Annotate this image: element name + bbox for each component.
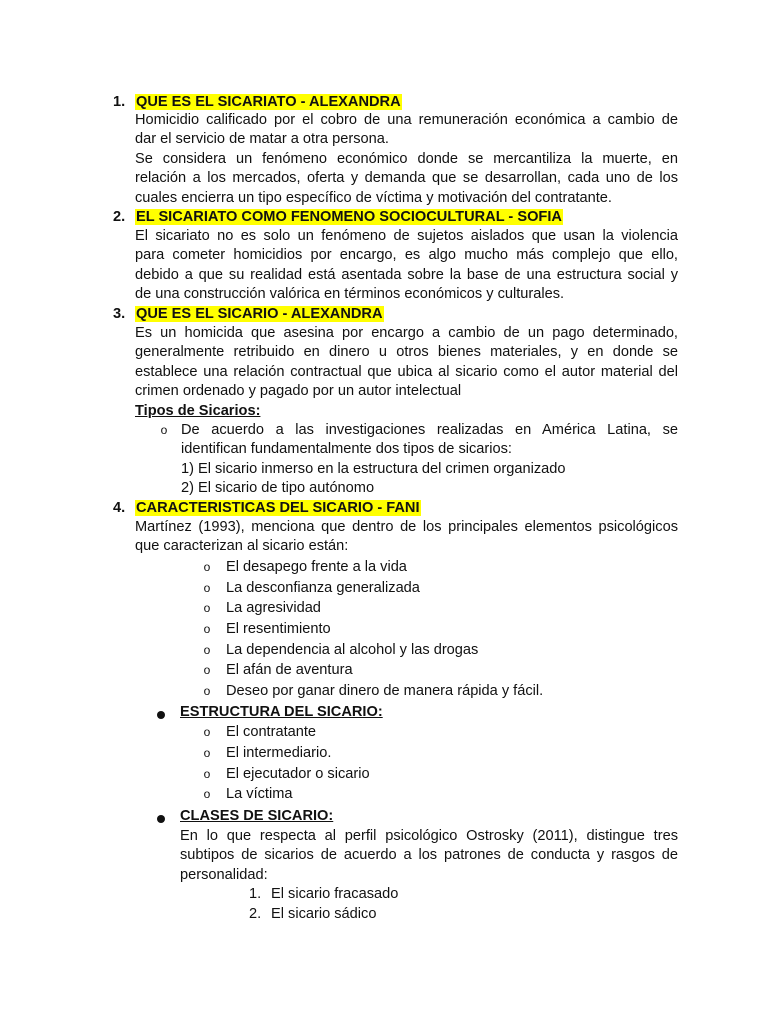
clases-item-number: 2. <box>249 906 262 922</box>
estructura-item: El ejecutador o sicario <box>226 766 370 782</box>
trait-bullet: o <box>203 643 211 657</box>
trait-item: El desapego frente a la vida <box>226 559 407 575</box>
tipos-de-sicarios-subheading: Tipos de Sicarios: <box>135 403 261 419</box>
section-3-paragraph-1: Es un homicida que asesina por encargo a cambio de un pago determinado, generalmente retribuido en dinero u otros bienes materiales, y en donde se establece una relación contractual que ubica al sicario como el autor material del crimen ordenado y pagado por un autor intelectual <box>135 325 678 400</box>
tipos-description: De acuerdo a las investigaciones realizadas en América Latina, se identifican fundamentalmente dos tipos de sicarios: 1) El sicario inmerso en la estructura del crimen organizado 2) El sicario de tipo autónomo <box>181 422 678 497</box>
section-2-heading: 2. EL SICARIATO COMO FENOMENO SOCIOCULTURAL - SOFIA <box>113 209 562 225</box>
section-2-paragraph-1: El sicariato no es solo un fenómeno de sujetos aislados que usan la violencia para cometer homicidios por encargo, es algo mucho más complejo que ello, debido a que su realidad está asentada sobre la base de una estructura social y de una construcción valórica en términos económicos y culturales. <box>135 228 678 303</box>
estructura-bullet: o <box>203 746 211 760</box>
estructura-item: La víctima <box>226 786 293 802</box>
section-3-heading: 3. QUE ES EL SICARIO - ALEXANDRA <box>113 306 383 322</box>
estructura-item: El contratante <box>226 724 317 740</box>
trait-bullet: o <box>203 581 211 595</box>
clases-description: En lo que respecta al perfil psicológico Ostrosky (2011), distingue tres subtipos de sicarios de acuerdo a los patrones de conducta y rasgos de personalidad: <box>180 828 678 883</box>
trait-bullet: o <box>203 560 211 574</box>
trait-item: La desconfianza generalizada <box>226 580 420 596</box>
trait-bullet: o <box>203 622 211 636</box>
clases-item: El sicario sádico <box>271 906 377 922</box>
trait-bullet: o <box>203 601 211 615</box>
section-4-heading: 4. CARACTERISTICAS DEL SICARIO - FANI <box>113 500 420 516</box>
clases-bullet-icon <box>157 815 165 823</box>
estructura-bullet-icon <box>157 711 165 719</box>
tipos-bullet: o <box>160 423 168 437</box>
estructura-bullet: o <box>203 725 211 739</box>
section-1-heading: 1. QUE ES EL SICARIATO - ALEXANDRA <box>113 94 401 110</box>
trait-item: La dependencia al alcohol y las drogas <box>226 642 479 658</box>
section-1-paragraph-2: Se considera un fenómeno económico donde se mercantiliza la muerte, en relación a los mercados, oferta y demanda que se desarrollan, cada uno de los cuales encierra un tipo específico de víctima y motivación del contratante. <box>135 151 678 206</box>
section-4-paragraph-1: Martínez (1993), menciona que dentro de los principales elementos psicológicos que caracterizan al sicario están: <box>135 519 678 555</box>
trait-bullet: o <box>203 663 211 677</box>
section-1-paragraph-1: Homicidio calificado por el cobro de una remuneración económica a cambio de dar el servicio de matar a otra persona. <box>135 112 678 148</box>
estructura-item: El intermediario. <box>226 745 332 761</box>
estructura-bullet: o <box>203 787 211 801</box>
trait-item: El resentimiento <box>226 621 331 637</box>
estructura-bullet: o <box>203 767 211 781</box>
clases-item-number: 1. <box>249 886 262 902</box>
clases-item: El sicario fracasado <box>271 886 399 902</box>
trait-bullet: o <box>203 684 211 698</box>
estructura-heading: ESTRUCTURA DEL SICARIO: <box>180 704 383 720</box>
trait-item: Deseo por ganar dinero de manera rápida y fácil. <box>226 683 544 699</box>
trait-item: El afán de aventura <box>226 662 353 678</box>
trait-item: La agresividad <box>226 600 321 616</box>
clases-heading: CLASES DE SICARIO: <box>180 808 334 824</box>
